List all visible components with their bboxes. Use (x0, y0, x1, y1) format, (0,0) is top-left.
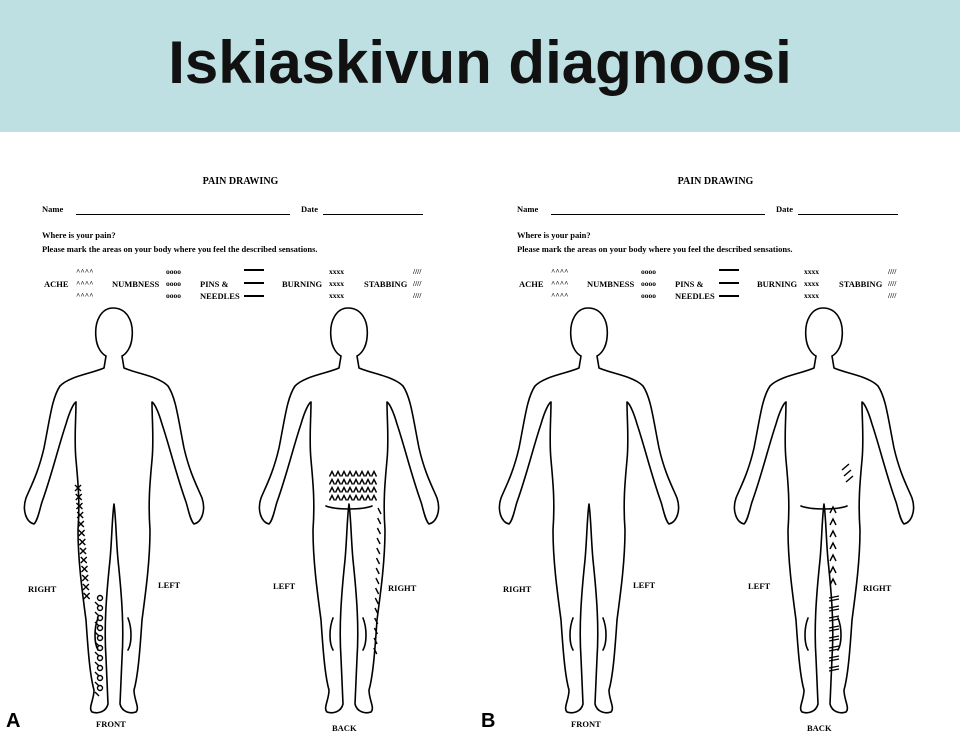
numbness-mark (98, 606, 103, 611)
ache-symbols: ^^^^ ^^^^ ^^^^ (551, 267, 569, 300)
ache-mark (830, 579, 836, 585)
burning-mark (80, 548, 86, 554)
back-caption: BACK (332, 723, 357, 733)
ache-mark (366, 480, 371, 485)
numbness-mark (98, 626, 103, 631)
legend-stabbing-label: STABBING (839, 279, 883, 289)
stabbing-mark (377, 558, 380, 564)
ache-mark (360, 472, 365, 477)
legend-needles-label: NEEDLES (675, 291, 715, 301)
stabbing-mark (378, 518, 381, 524)
burning-mark (83, 584, 89, 590)
legend-ache-label: ACHE (519, 279, 544, 289)
ache-mark (330, 496, 335, 501)
burning-mark (82, 575, 88, 581)
ache-mark (336, 472, 341, 477)
date-label: Date (301, 204, 318, 214)
back-body-outline (259, 308, 438, 713)
ache-mark (366, 488, 371, 493)
ache-mark (342, 488, 347, 493)
numbness-mark (98, 686, 103, 691)
numbness-symbols: oooo oooo oooo (166, 267, 181, 300)
stabbing-mark (378, 508, 381, 514)
ache-mark (330, 480, 335, 485)
back-knee-right (838, 618, 841, 650)
stabbing-mark (95, 692, 99, 696)
ache-symbols: ^^^^ ^^^^ ^^^^ (76, 267, 94, 300)
panel-letter: A (6, 710, 21, 732)
pain-instruction: Please mark the areas on your body where you feel the described sensations. (517, 244, 793, 254)
ache-mark (372, 496, 377, 501)
burning-mark (84, 593, 90, 599)
legend-stabbing-label: STABBING (364, 279, 408, 289)
stabbing-mark (377, 538, 380, 544)
ache-mark (360, 496, 365, 501)
pins-needles-mark (829, 656, 839, 661)
pins-bar-1 (719, 269, 739, 271)
numbness-mark (98, 676, 103, 681)
pins-needles-mark (829, 666, 839, 671)
ache-mark (354, 472, 359, 477)
numbness-mark (98, 636, 103, 641)
ache-mark (360, 488, 365, 493)
front-body-outline (24, 308, 203, 713)
ache-mark (366, 496, 371, 501)
front-right-label: RIGHT (503, 584, 532, 594)
slide-title: Iskiaskivun diagnoosi (168, 29, 792, 96)
stabbing-mark (377, 548, 380, 554)
pain-question: Where is your pain? (517, 230, 591, 240)
legend-burning-label: BURNING (757, 279, 798, 289)
ache-mark (348, 472, 353, 477)
stabbing-mark (376, 568, 379, 574)
ache-mark (830, 519, 836, 525)
ache-mark (342, 496, 347, 501)
ache-mark (372, 480, 377, 485)
back-body-outline (734, 308, 913, 713)
pain-drawing-panel-b (481, 160, 938, 737)
pain-drawing-panel-a (6, 160, 463, 737)
pain-question: Where is your pain? (42, 230, 116, 240)
ache-mark (348, 496, 353, 501)
ache-mark (330, 488, 335, 493)
ache-mark (354, 480, 359, 485)
numbness-mark (98, 596, 103, 601)
ache-mark (354, 496, 359, 501)
back-right-label: RIGHT (388, 583, 417, 593)
back-right-label: RIGHT (863, 583, 892, 593)
burning-mark (79, 530, 85, 536)
back-caption: BACK (807, 723, 832, 733)
numbness-mark (98, 656, 103, 661)
back-left-label: LEFT (748, 581, 771, 591)
legend-numbness-label: NUMBNESS (587, 279, 635, 289)
stabbing-mark (376, 578, 379, 584)
pins-bar-3 (719, 295, 739, 297)
burning-mark (81, 557, 87, 563)
title-banner (0, 0, 960, 132)
burning-mark (81, 566, 87, 572)
front-knee-right (603, 618, 606, 650)
date-line (323, 214, 423, 215)
stabbing-mark (376, 588, 379, 594)
pins-bar-2 (719, 282, 739, 284)
burning-symbols: xxxx xxxx xxxx (329, 267, 344, 300)
ache-mark (336, 488, 341, 493)
back-left-label: LEFT (273, 581, 296, 591)
date-line (798, 214, 898, 215)
stabbing-mark (377, 528, 380, 534)
ache-mark (830, 531, 836, 537)
ache-mark (372, 472, 377, 477)
ache-mark (348, 488, 353, 493)
front-right-label: RIGHT (28, 584, 57, 594)
ache-mark (830, 543, 836, 549)
legend-pins-label: PINS & (675, 279, 704, 289)
legend-numbness-label: NUMBNESS (112, 279, 160, 289)
ache-mark (830, 567, 836, 573)
front-knee-right (128, 618, 131, 650)
name-label: Name (42, 204, 64, 214)
stabbing-mark (842, 464, 853, 482)
pins-needles-mark (829, 626, 839, 631)
name-label: Name (517, 204, 539, 214)
legend-pins-label: PINS & (200, 279, 229, 289)
back-knee-left (805, 618, 808, 650)
ache-mark (372, 488, 377, 493)
ache-mark (342, 480, 347, 485)
body-outlines (493, 298, 938, 738)
stabbing-mark (375, 598, 378, 604)
numbness-symbols: oooo oooo oooo (641, 267, 656, 300)
stabbing-symbols: //// //// //// (888, 267, 897, 300)
back-knee-right (363, 618, 366, 650)
legend-needles-label: NEEDLES (200, 291, 240, 301)
legend-ache-label: ACHE (44, 279, 69, 289)
ache-mark (830, 555, 836, 561)
legend-burning-label: BURNING (282, 279, 323, 289)
front-left-label: LEFT (158, 580, 181, 590)
pins-bar-2 (244, 282, 264, 284)
ache-mark (360, 480, 365, 485)
burning-mark (79, 539, 85, 545)
front-caption: FRONT (571, 719, 601, 729)
back-knee-left (330, 618, 333, 650)
ache-mark (336, 496, 341, 501)
pain-instruction: Please mark the areas on your body where you feel the described sensations. (42, 244, 318, 254)
form-heading: PAIN DRAWING (677, 176, 754, 187)
pins-needles-mark (829, 636, 839, 641)
stabbing-symbols: //// //// //// (413, 267, 422, 300)
front-caption: FRONT (96, 719, 126, 729)
pins-bar-1 (244, 269, 264, 271)
front-body-outline (499, 308, 678, 713)
name-line (551, 214, 765, 215)
ache-mark (366, 472, 371, 477)
name-line (76, 214, 290, 215)
form-heading: PAIN DRAWING (202, 176, 279, 187)
panel-letter: B (481, 710, 496, 732)
pins-needles-mark (829, 606, 839, 611)
ache-mark (354, 488, 359, 493)
numbness-mark (98, 646, 103, 651)
burning-symbols: xxxx xxxx xxxx (804, 267, 819, 300)
body-outlines (18, 298, 463, 738)
numbness-mark (98, 666, 103, 671)
front-knee-left (570, 618, 573, 650)
pins-bar-3 (244, 295, 264, 297)
ache-mark (342, 472, 347, 477)
date-label: Date (776, 204, 793, 214)
ache-mark (330, 472, 335, 477)
ache-mark (336, 480, 341, 485)
front-left-label: LEFT (633, 580, 656, 590)
ache-mark (348, 480, 353, 485)
